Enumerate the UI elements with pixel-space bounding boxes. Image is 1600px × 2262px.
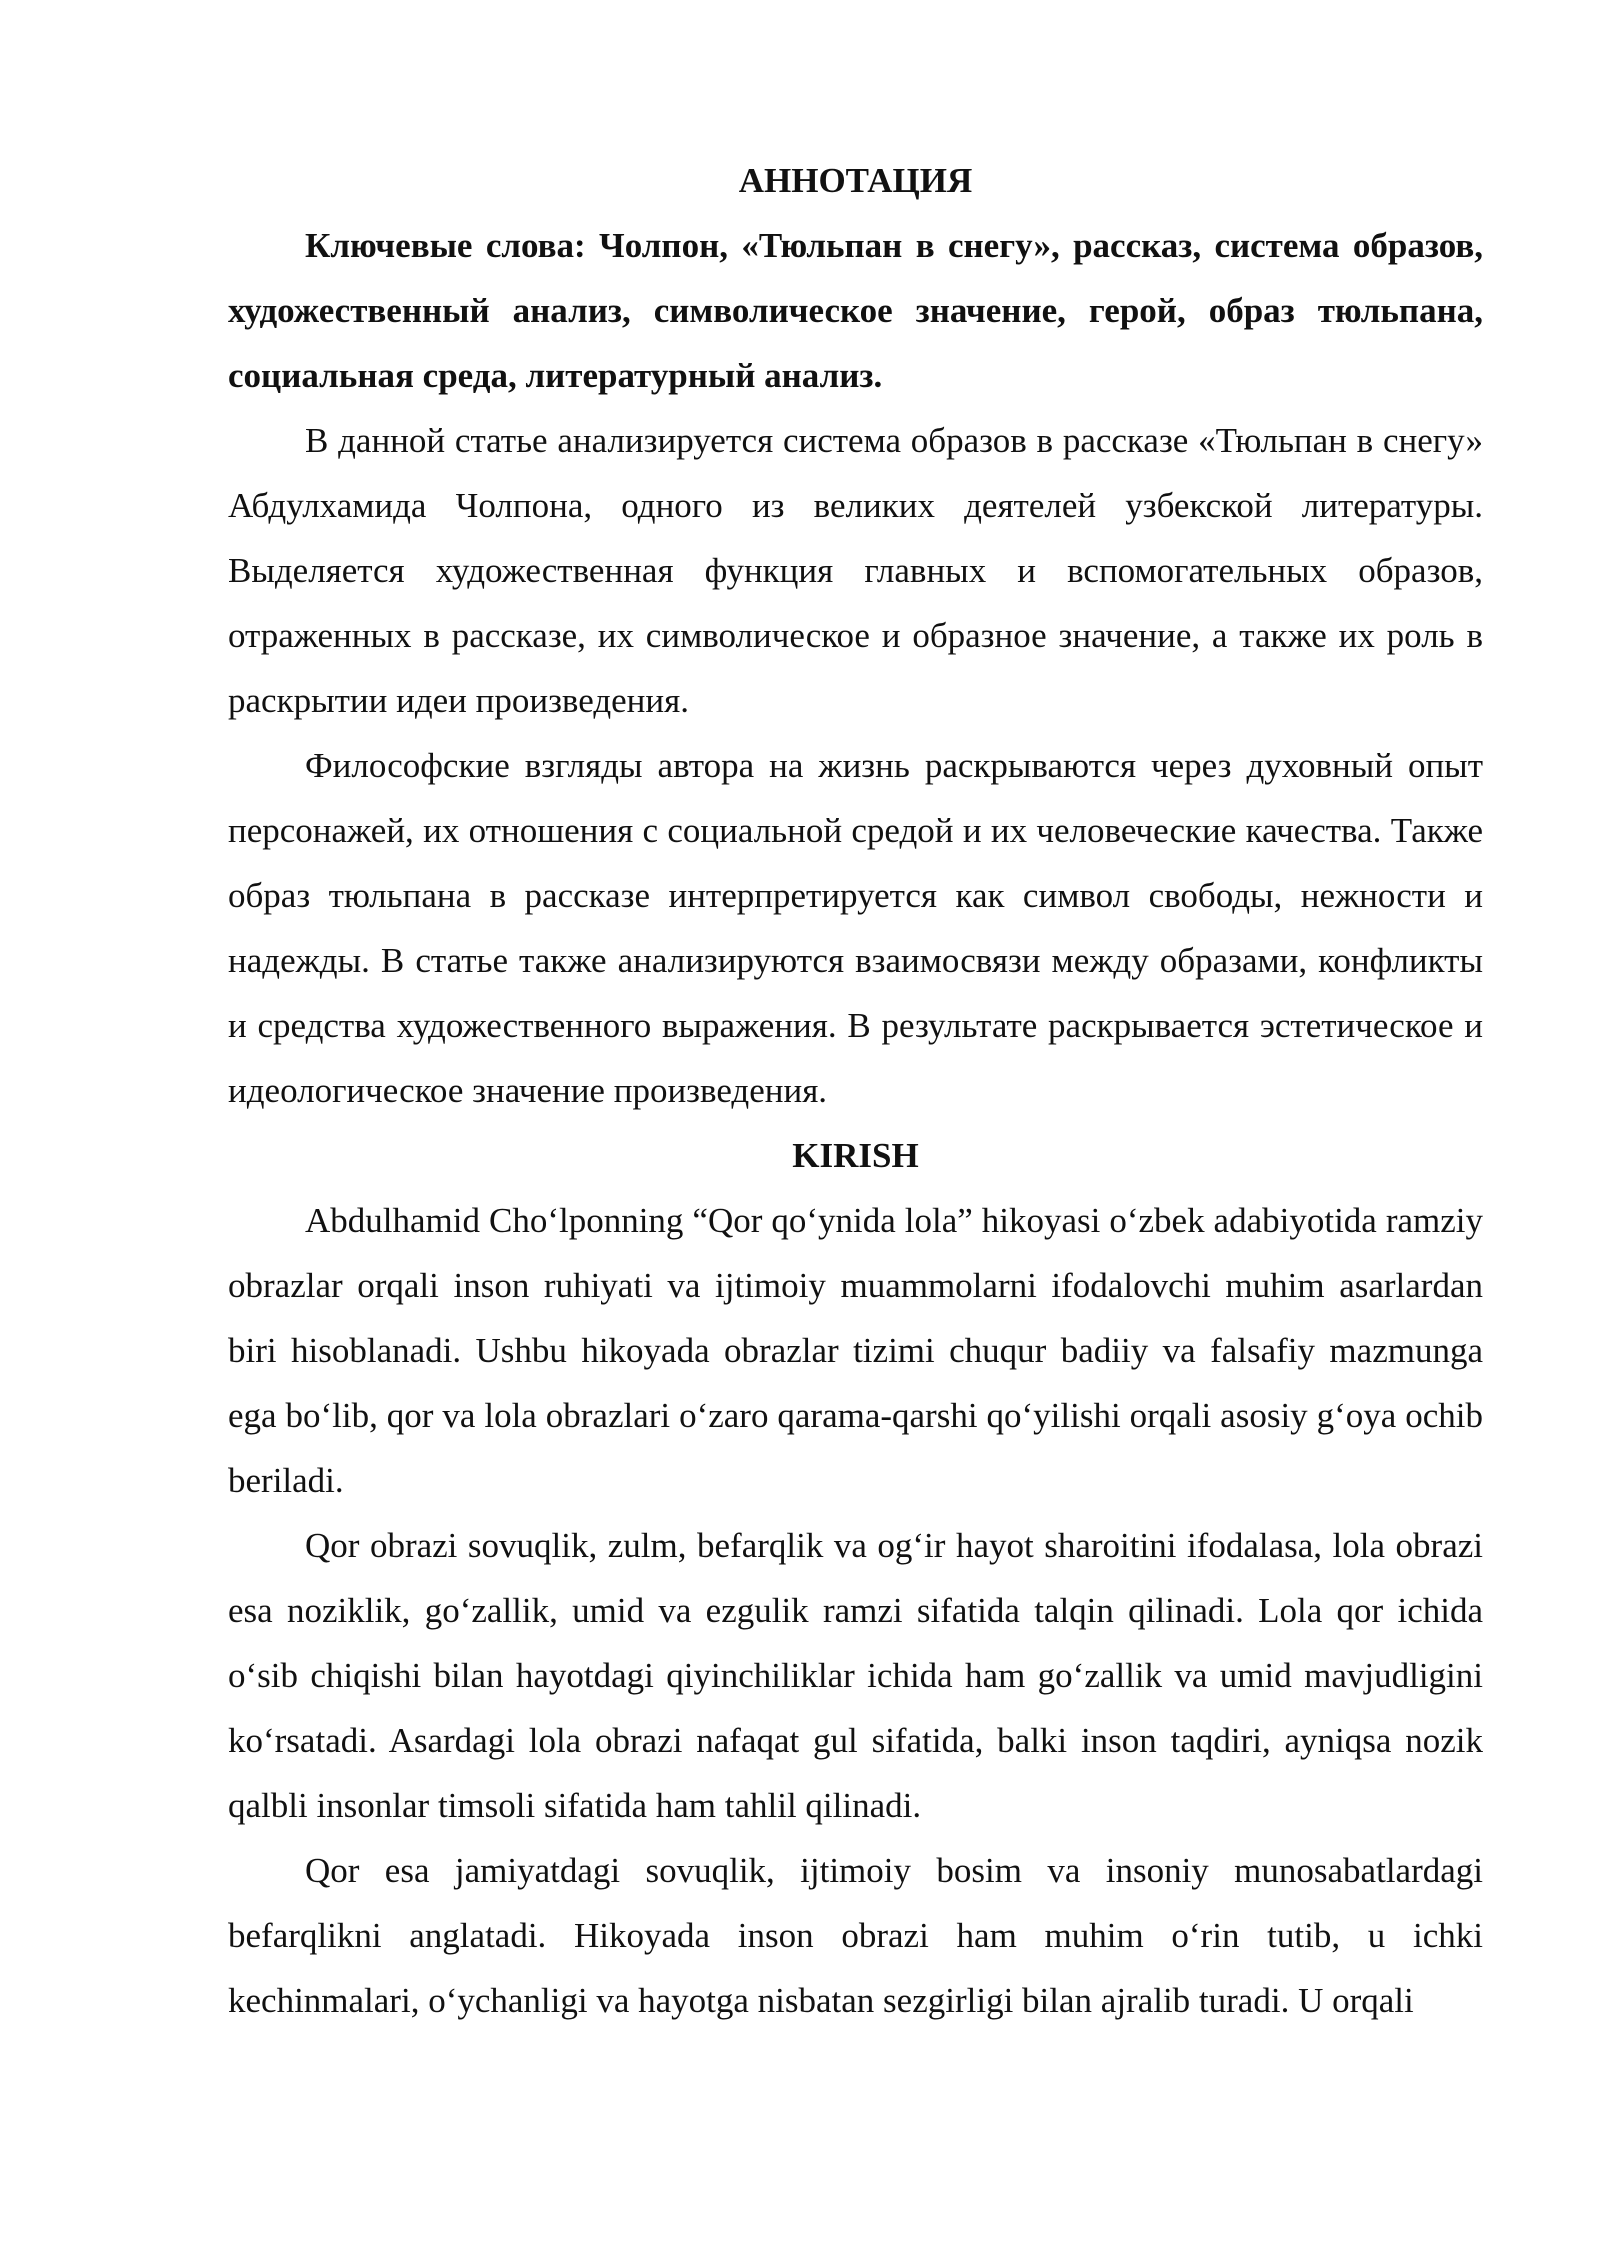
introduction-paragraph-3: Qor esa jamiyatdagi sovuqlik, ijtimoiy bosim va insoniy munosabatlardagi befarqlikni anglatadi. Hikoyada inson obrazi ham muhim o‘rin tutib, u ichki kechinmalari, o‘ychanligi va hayotga nisbatan sezgirligi bilan ajralib turadi. U orqali	[228, 1851, 1483, 2020]
annotation-heading: АННОТАЦИЯ	[738, 161, 973, 200]
document-body	[228, 148, 1483, 2033]
introduction-paragraph-2: Qor obrazi sovuqlik, zulm, befarqlik va og‘ir hayot sharoitini ifodalasa, lola obrazi esa noziklik, go‘zallik, umid va ezgulik ramzi sifatida talqin qilinadi. Lola qor ichida o‘sib chiqishi bilan hayotdagi qiyinchiliklar ichida ham go‘zallik va umid mavjudligini ko‘rsatadi. Asardagi lola obrazi nafaqat gul sifatida, balki inson taqdiri, ayniqsa nozik qalbli insonlar timsoli sifatida ham tahlil qilinadi.	[228, 1526, 1483, 1825]
annotation-paragraph-1: В данной статье анализируется система образов в рассказе «Тюльпан в снегу» Абдулхамида Чолпона, одного из великих деятелей узбекской литературы. Выделяется художественная функция главных и вспомогательных образов, отраженных в рассказе, их символическое и образное значение, а также их роль в раскрытии идеи произведения.	[228, 421, 1483, 720]
introduction-paragraph-1: Abdulhamid Cho‘lponning “Qor qo‘ynida lola” hikoyasi o‘zbek adabiyotida ramziy obrazlar orqali inson ruhiyati va ijtimoiy muammolarni ifodalovchi muhim asarlardan biri hisoblanadi. Ushbu hikoyada obrazlar tizimi chuqur badiiy va falsafiy mazmunga ega bo‘lib, qor va lola obrazlari o‘zaro qarama-qarshi qo‘yilishi orqali asosiy g‘oya ochib beriladi.	[228, 1201, 1483, 1500]
annotation-paragraph-2: Философские взгляды автора на жизнь раскрываются через духовный опыт персонажей, их отношения с социальной средой и их человеческие качества. Также образ тюльпана в рассказе интерпретируется как символ свободы, нежности и надежды. В статье также анализируются взаимосвязи между образами, конфликты и средства художественного выражения. В результате раскрывается эстетическое и идеологическое значение произведения.	[228, 746, 1483, 1110]
keywords-paragraph: Ключевые слова: Чолпон, «Тюльпан в снегу», рассказ, система образов, художественный анализ, символическое значение, герой, образ тюльпана, социальная среда, литературный анализ.	[228, 226, 1483, 395]
introduction-heading: KIRISH	[792, 1136, 919, 1175]
